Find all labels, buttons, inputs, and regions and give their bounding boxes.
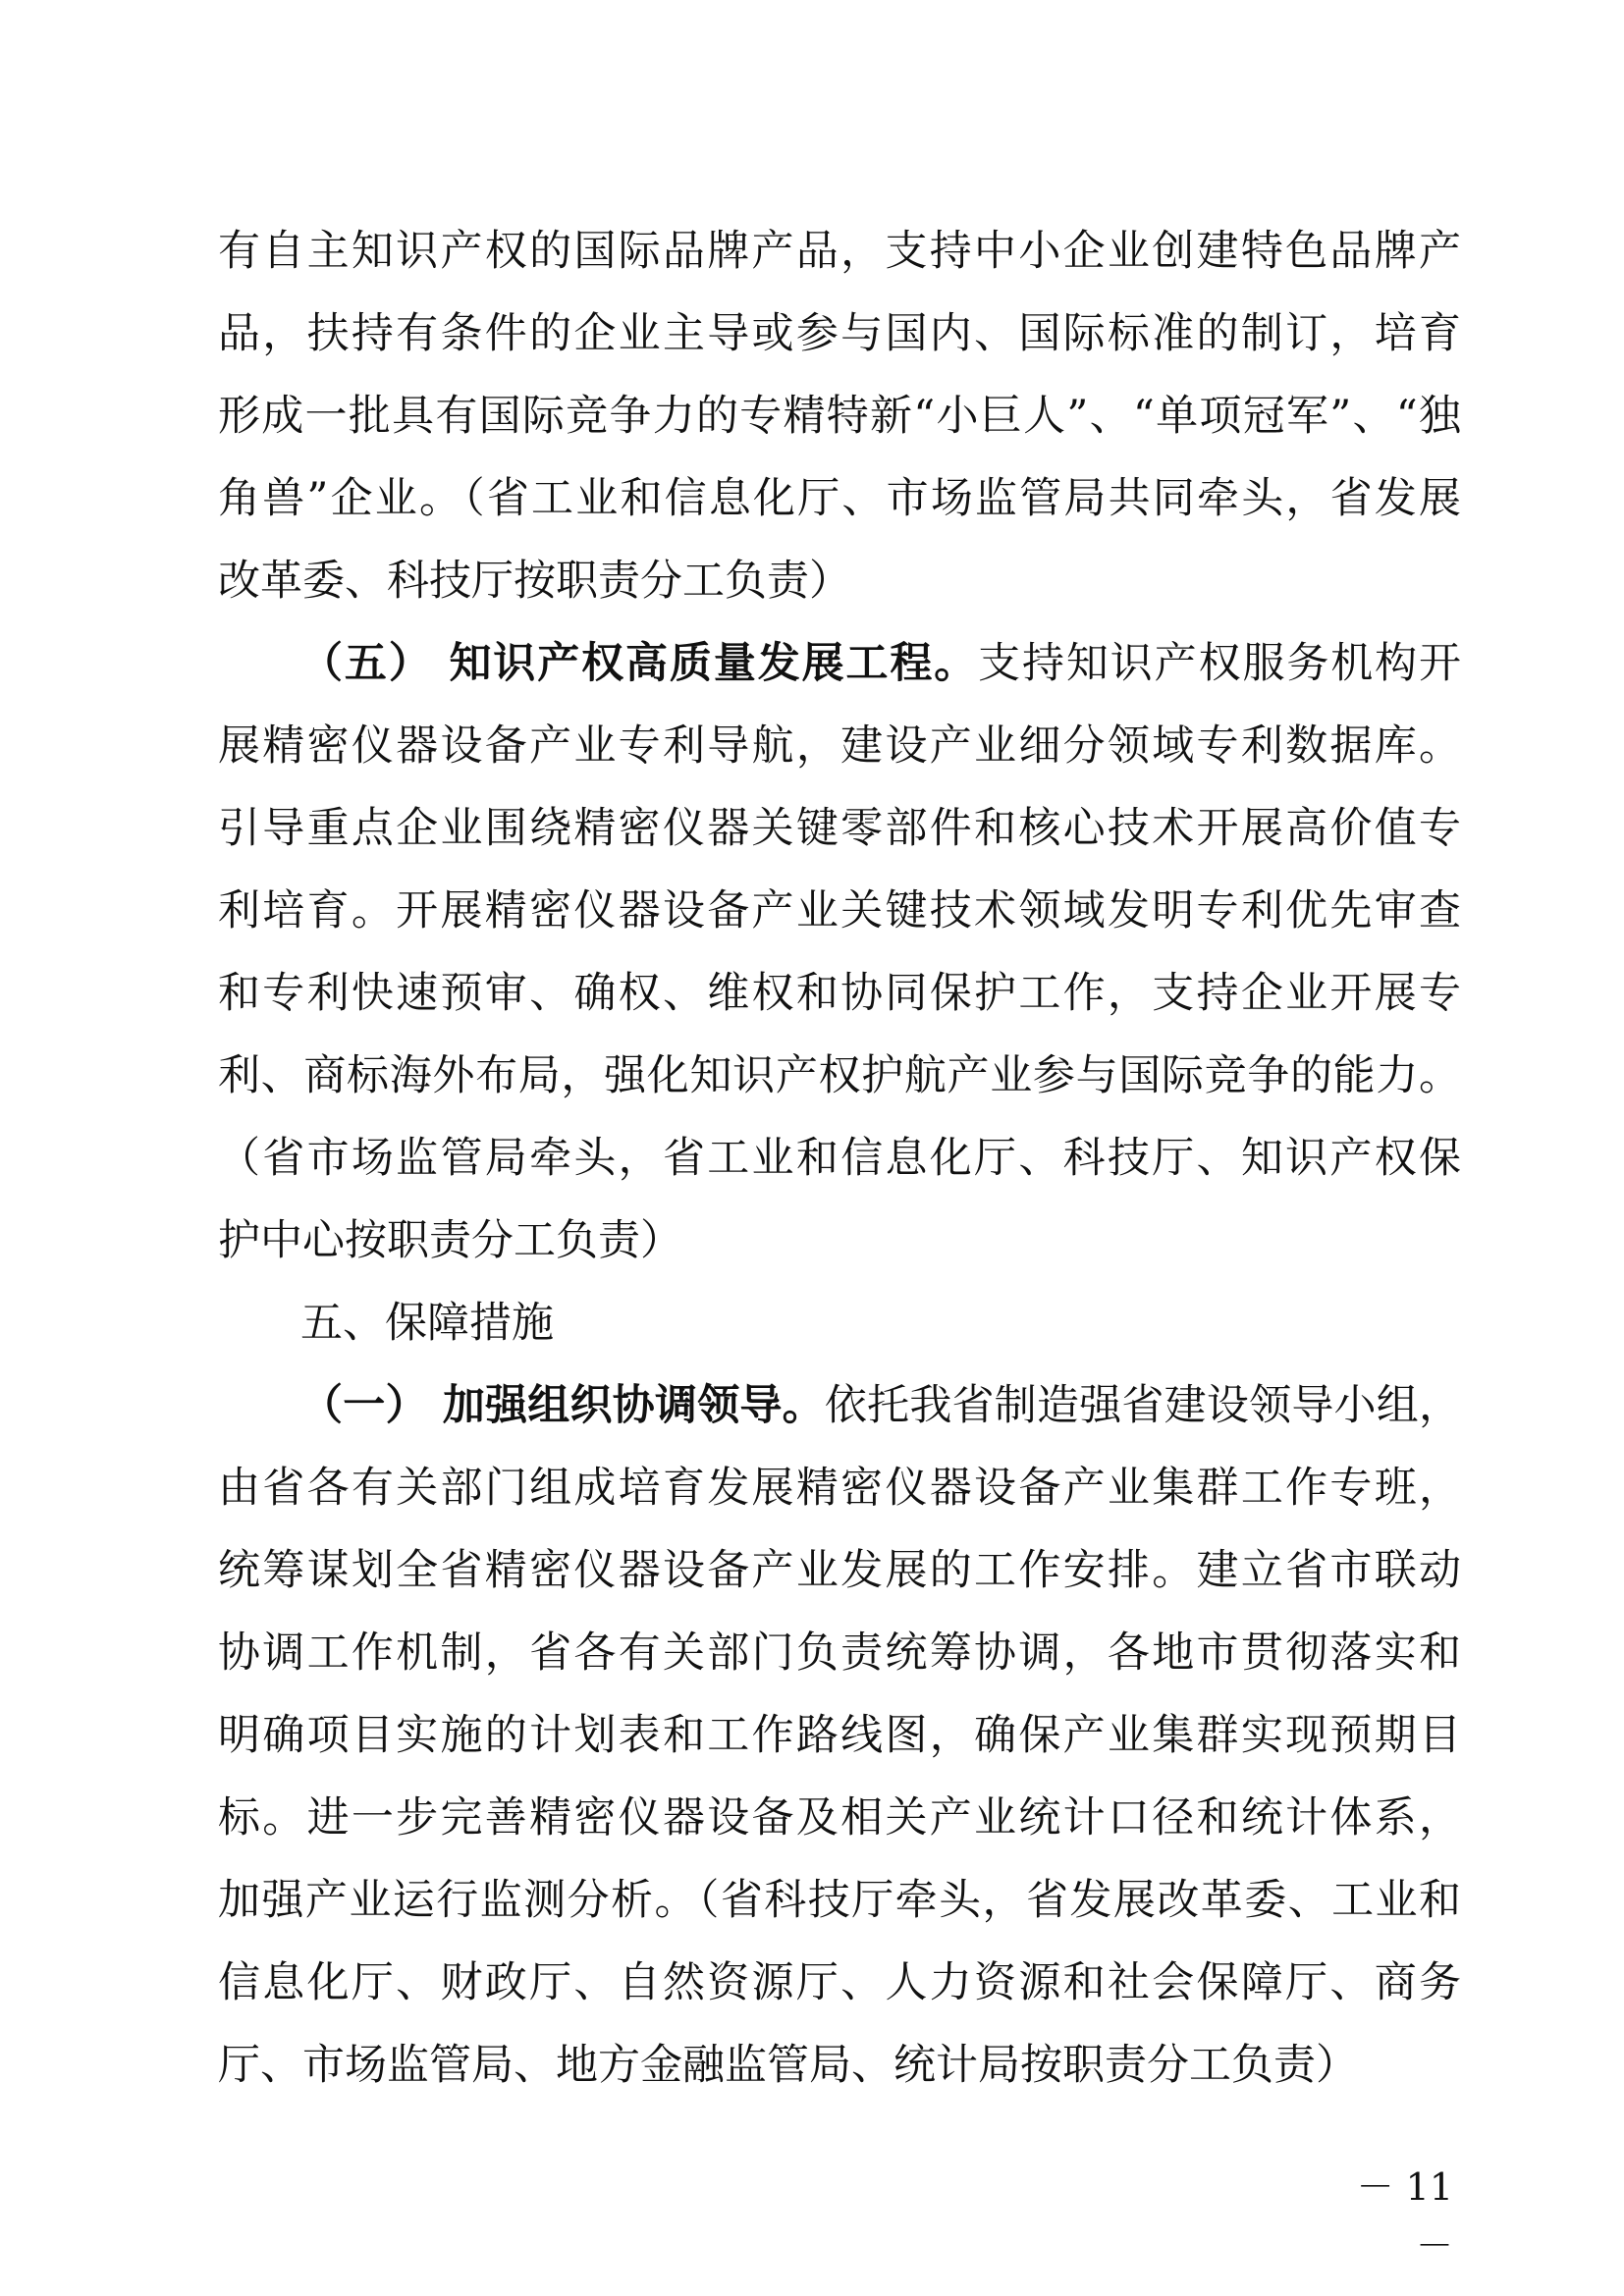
paragraph-line: 护中心按职责分工负责） [218,1216,682,1265]
paragraph-line: 利培育。开展精密仪器设备产业关键技术领域发明专利优先审查 [218,886,1461,935]
section-one-first-line [300,1364,1461,1447]
paragraph-line: 改革委、科技厅按职责分工负责） [218,557,851,606]
paragraph-line: 引导重点企业围绕精密仪器关键零部件和核心技术开展高价值专 [218,804,1461,853]
paragraph-line: 利、商标海外布局，强化知识产权护航产业参与国际竞争的能力。 [218,1051,1461,1100]
section-five-first-line [300,622,1461,705]
paragraph-line: 角兽”企业。（省工业和信息化厅、市场监管局共同牵头，省发展 [218,474,1461,523]
paragraph-line: 信息化厅、财政厅、自然资源厅、人力资源和社会保障厅、商务 [218,1958,1461,2007]
paragraph-line: 标。进一步完善精密仪器设备及相关产业统计口径和统计体系， [218,1793,1461,1842]
paragraph-line: 加强产业运行监测分析。（省科技厅牵头，省发展改革委、工业和 [218,1876,1461,1925]
paragraph-line: 由省各有关部门组成培育发展精密仪器设备产业集群工作专班， [218,1464,1461,1513]
paragraph-line: 统筹谋划全省精密仪器设备产业发展的工作安排。建立省市联动 [218,1546,1461,1595]
section-five-heading: （五） 知识产权高质量发展工程。 [300,639,979,688]
paragraph-line: 形成一批具有国际竞争力的专精特新“小巨人”、“单项冠军”、“独 [218,392,1461,441]
section-one-first-text: 依托我省制造强省建设领导小组， [824,1381,1461,1430]
paragraph-line: 品，扶持有条件的企业主导或参与国内、国际标准的制订，培育 [218,309,1461,358]
paragraph-line: 有自主知识产权的国际品牌产品，支持中小企业创建特色品牌产 [218,227,1461,276]
page-number: － 11 － [1356,2165,1453,2268]
paragraph-line: 厅、市场监管局、地方金融监管局、统计局按职责分工负责） [218,2041,1358,2090]
paragraph-line: （省市场监管局牵头，省工业和信息化厅、科技厅、知识产权保 [218,1134,1461,1183]
chapter-heading: 五、保障措施 [300,1299,554,1348]
section-five-first-text: 支持知识产权服务机构开 [978,639,1461,688]
paragraph-line: 和专利快速预审、确权、维权和协同保护工作，支持企业开展专 [218,969,1461,1018]
section-one-heading: （一） 加强组织协调领导。 [300,1381,825,1430]
paragraph-line: 明确项目实施的计划表和工作路线图，确保产业集群实现预期目 [218,1711,1461,1760]
paragraph-line: 展精密仪器设备产业专利导航，建设产业细分领域专利数据库。 [218,721,1461,771]
paragraph-line: 协调工作机制，省各有关部门负责统筹协调，各地市贯彻落实和 [218,1629,1461,1678]
